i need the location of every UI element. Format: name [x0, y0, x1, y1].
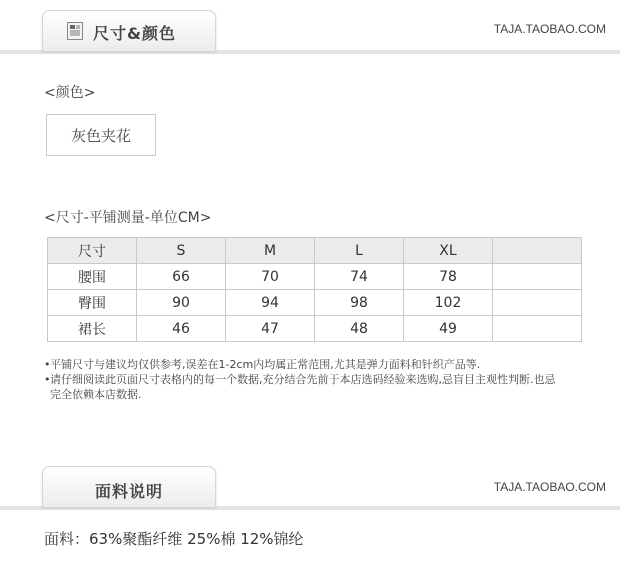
table-cell: 102: [404, 290, 493, 316]
table-cell: 98: [315, 290, 404, 316]
document-icon: [67, 22, 83, 44]
note-text: 完全依赖本店数据.: [50, 388, 142, 401]
header-cell: M: [226, 238, 315, 264]
size-notes: [44, 357, 556, 402]
row-label: 臀围: [48, 290, 137, 316]
table-cell: 47: [226, 316, 315, 342]
table-header-row: [48, 238, 582, 264]
note-text: 平铺尺寸与建议均仅供参考,误差在1-2cm内均属正常范围,尤其是弹力面料和针织产品等.: [50, 358, 481, 371]
size-label: <尺寸-平铺测量-单位CM>: [44, 210, 212, 226]
table-cell: 74: [315, 264, 404, 290]
bullet-icon: •: [44, 373, 51, 386]
color-label: <颜色>: [44, 85, 96, 101]
note-item: [44, 357, 556, 372]
fabric-header: [0, 466, 620, 510]
table-cell: 48: [315, 316, 404, 342]
header-cell: S: [137, 238, 226, 264]
table-cell: [493, 316, 582, 342]
table-cell: [493, 264, 582, 290]
header-cell: 尺寸: [48, 238, 137, 264]
table-cell: 78: [404, 264, 493, 290]
table-cell: 66: [137, 264, 226, 290]
color-option: 灰色夹花: [46, 114, 156, 156]
section-title: 面料说明: [95, 482, 164, 501]
site-url[interactable]: TAJA.TAOBAO.COM: [493, 480, 606, 494]
header-cell: [493, 238, 582, 264]
table-cell: 49: [404, 316, 493, 342]
table-cell: [493, 290, 582, 316]
table-row: [48, 316, 582, 342]
note-item: [44, 372, 556, 387]
size-table: [47, 237, 582, 342]
table-row: [48, 290, 582, 316]
fabric-composition: 面料：63%聚酯纤维 25%棉 12%锦纶: [44, 530, 304, 548]
table-cell: 70: [226, 264, 315, 290]
header-cell: L: [315, 238, 404, 264]
table-cell: 94: [226, 290, 315, 316]
header-tab: [42, 10, 216, 51]
size-color-header: [0, 10, 620, 54]
table-row: [48, 264, 582, 290]
row-label: 腰围: [48, 264, 137, 290]
note-item: [44, 387, 556, 402]
site-url[interactable]: TAJA.TAOBAO.COM: [493, 22, 606, 36]
row-label: 裙长: [48, 316, 137, 342]
table-cell: 46: [137, 316, 226, 342]
table-cell: 90: [137, 290, 226, 316]
header-cell: XL: [404, 238, 493, 264]
note-text: 请仔细阅读此页面尺寸表格内的每一个数据,充分结合先前于本店选码经验来选购,忌盲目主观性判断.也忌: [50, 373, 556, 386]
header-tab: [42, 466, 216, 507]
section-title: 尺寸&颜色: [93, 24, 176, 43]
bullet-icon: •: [44, 358, 51, 371]
